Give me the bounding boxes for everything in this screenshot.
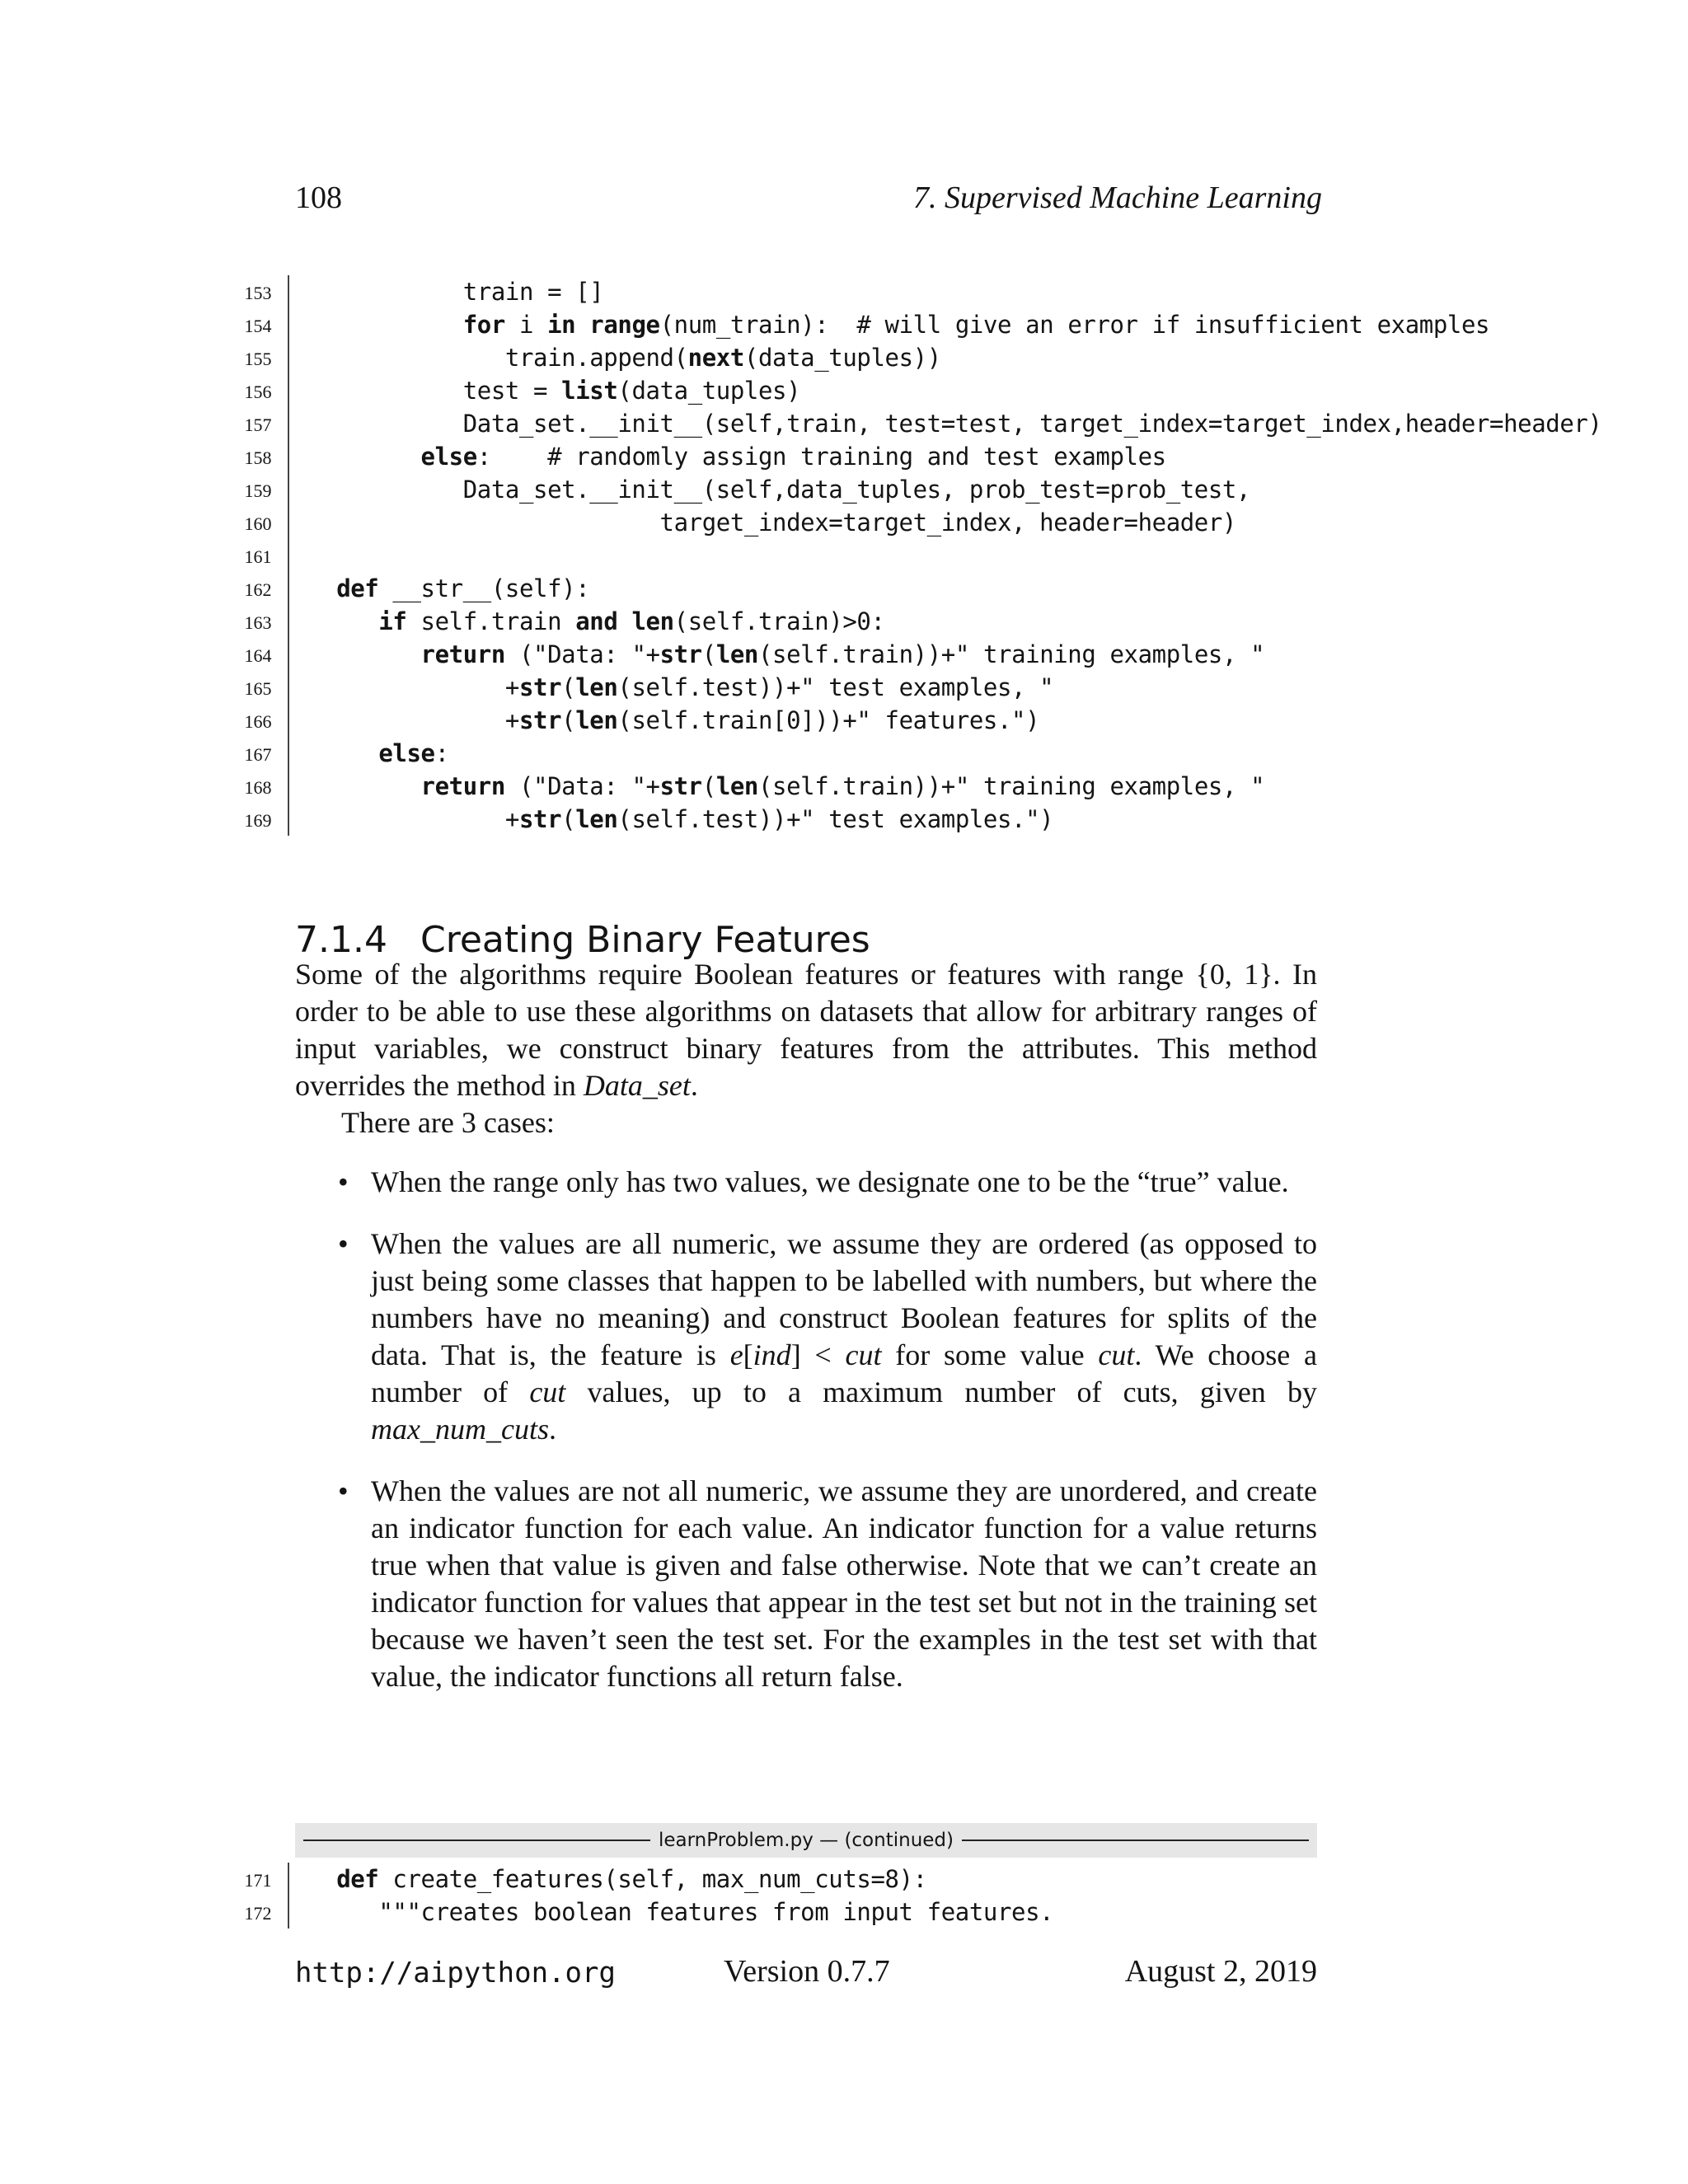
line-number: 171 — [244, 1870, 272, 1891]
section-title: Creating Binary Features — [420, 918, 870, 961]
bullet-icon: • — [338, 1474, 349, 1507]
listing-margin-rule — [288, 275, 289, 836]
line-number: 169 — [244, 810, 272, 831]
code-text: target_index=target_index, header=header) — [294, 509, 1236, 537]
line-number: 163 — [244, 612, 272, 633]
list-item — [295, 1164, 1317, 1201]
code-text: +str(len(self.test))+" test examples.") — [294, 805, 1054, 833]
code-listing-1 — [0, 275, 1688, 836]
paragraph: Some of the algorithms require Boolean features or features with range {0, 1}. In order to be able to use these algorithms on datasets that allow for arbitrary ranges of input variables, we construct binary features from the attributes. This method overrides the method in Data_set. — [295, 958, 1317, 1102]
list-item — [295, 1473, 1317, 1695]
code-text: for i in range(num_train): # will give an error if insufficient examples — [462, 311, 1490, 339]
code-text: Data_set.__init__(self,data_tuples, prob_test=prob_test, — [294, 476, 1251, 504]
line-number: 158 — [244, 448, 272, 468]
section-heading — [295, 919, 870, 961]
code-listing-2 — [0, 1863, 1688, 1929]
code-line — [0, 473, 1688, 506]
code-line — [0, 539, 1688, 572]
line-number: 167 — [244, 744, 272, 765]
code-text: train.append(next(data_tuples)) — [294, 344, 941, 372]
code-line — [0, 770, 1688, 803]
line-number: 165 — [244, 678, 272, 699]
code-text: else: # randomly assign training and test examples — [420, 443, 1166, 471]
listing-continued-banner — [295, 1823, 1317, 1858]
bullet-icon: • — [338, 1227, 349, 1260]
line-number: 159 — [244, 480, 272, 501]
bullet-icon: • — [338, 1165, 349, 1198]
line-number: 161 — [244, 546, 272, 567]
line-number: 162 — [244, 579, 272, 600]
line-number: 153 — [244, 283, 272, 303]
code-text: return ("Data: "+str(len(self.train))+" training examples, " — [420, 772, 1265, 800]
line-number: 164 — [244, 645, 272, 666]
code-line — [0, 506, 1688, 539]
code-line — [0, 638, 1688, 671]
code-text: +str(len(self.train[0]))+" features.") — [294, 706, 1040, 734]
line-number: 155 — [244, 349, 272, 369]
line-number: 156 — [244, 382, 272, 402]
code-text: train = [] — [294, 278, 604, 306]
code-line — [0, 374, 1688, 407]
section-number: 7.1.4 — [295, 918, 387, 961]
code-text: test = list(data_tuples) — [294, 377, 801, 405]
footer-version: Version 0.7.7 — [724, 1954, 890, 1989]
list-item-text: When the range only has two values, we designate one to be the “true” value. — [371, 1165, 1289, 1198]
line-number: 172 — [244, 1903, 272, 1924]
code-line — [0, 704, 1688, 737]
case-list — [295, 1164, 1317, 1720]
code-line — [0, 803, 1688, 836]
code-line — [0, 407, 1688, 440]
code-text: return ("Data: "+str(len(self.train))+" training examples, " — [420, 640, 1265, 668]
code-line — [0, 737, 1688, 770]
code-line — [0, 440, 1688, 473]
footer-date: August 2, 2019 — [1124, 1954, 1317, 1989]
code-line — [0, 572, 1688, 605]
code-text: +str(len(self.test))+" test examples, " — [294, 673, 1054, 701]
line-number: 160 — [244, 513, 272, 534]
code-line — [0, 671, 1688, 704]
code-line — [0, 341, 1688, 374]
code-line — [0, 605, 1688, 638]
code-text: if self.train and len(self.train)>0: — [378, 607, 885, 635]
code-line — [0, 275, 1688, 308]
line-number: 166 — [244, 711, 272, 732]
banner-rule — [303, 1840, 650, 1841]
paragraph: There are 3 cases: — [341, 1106, 555, 1139]
code-text: """creates boolean features from input features. — [294, 1898, 1054, 1926]
banner-rule — [962, 1840, 1309, 1841]
code-text: def __str__(self): — [336, 574, 590, 602]
body-text — [295, 956, 1317, 1141]
line-number: 168 — [244, 777, 272, 798]
code-line — [0, 308, 1688, 341]
line-number: 157 — [244, 415, 272, 435]
list-item-text: When the values are all numeric, we assume they are ordered (as opposed to just being some classes that happen to be labelled with numbers, but where the numbers have no meaning) and construct Boolean features for splits of the data. That is, the feature is e[ind] < cut for some value cut. We choose a number of cut values, up to a maximum number of cuts, given by max_num_cuts. — [371, 1227, 1317, 1446]
code-line — [0, 1863, 1688, 1896]
code-text: else: — [378, 739, 449, 767]
line-number: 154 — [244, 316, 272, 336]
code-text: def create_features(self, max_num_cuts=8): — [336, 1865, 927, 1893]
footer-url: http://aipython.org — [295, 1957, 616, 1990]
page-number: 108 — [295, 180, 342, 215]
chapter-title: 7. Supervised Machine Learning — [912, 180, 1322, 215]
code-text: Data_set.__init__(self,train, test=test, target_index=target_index,header=header) — [294, 410, 1602, 438]
listing-filename: learnProblem.py — (continued) — [659, 1830, 954, 1851]
code-line — [0, 1896, 1688, 1929]
list-item — [295, 1226, 1317, 1448]
list-item-text: When the values are not all numeric, we assume they are unordered, and create an indicator function for each value. An indicator function for a value returns true when that value is given and false otherwise. Note that we can’t create an indicator function for values that appear in the test set but not in the training set because we haven’t seen the test set. For the examples in the test set with that value, the indicator functions all return false. — [371, 1474, 1317, 1693]
listing-margin-rule — [288, 1863, 289, 1929]
